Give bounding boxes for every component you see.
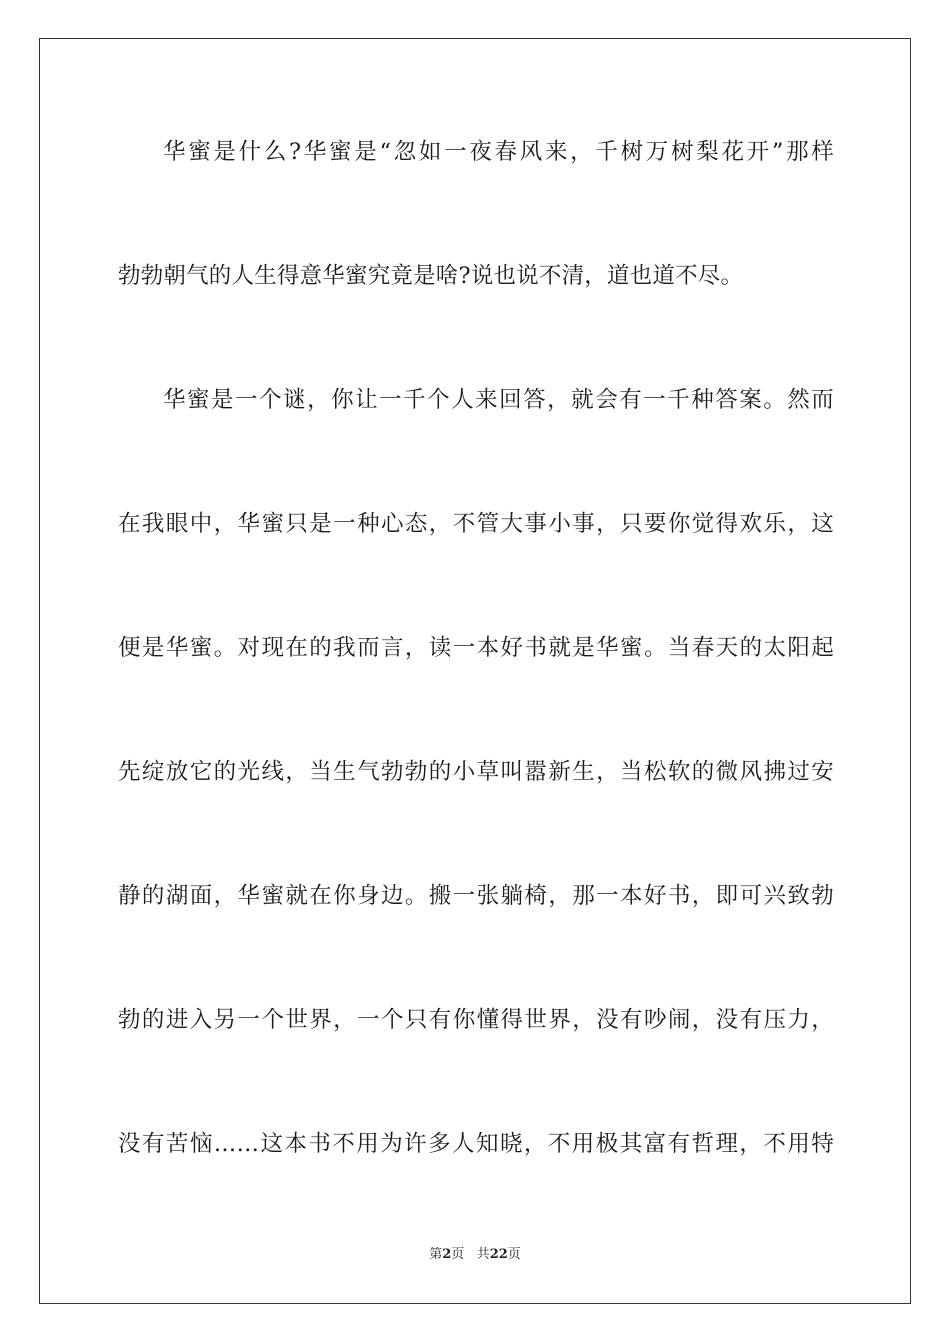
total-pages: 22 (489, 1247, 508, 1262)
page-number: 2 (442, 1247, 452, 1262)
page-prefix: 第 (429, 1247, 443, 1262)
total-prefix: 共 (476, 1247, 490, 1262)
page-footer (0, 1246, 950, 1264)
paragraph-2-line-4: 先绽放它的光线，当生气勃勃的小草叫嚣新生，当松软的微风拂过安 (118, 759, 834, 785)
paragraph-1-line-1: 华蜜是什么?华蜜是“忽如一夜春风来，千树万树梨花开”那样 (163, 139, 834, 165)
paragraph-1-line-2: 勃勃朝气的人生得意华蜜究竟是啥?说也说不清，道也道不尽。 (118, 263, 744, 289)
page-suffix: 页 (451, 1247, 465, 1262)
page-border (39, 38, 911, 1304)
paragraph-2-line-3: 便是华蜜。对现在的我而言，读一本好书就是华蜜。当春天的太阳起 (118, 635, 834, 661)
paragraph-2-line-5: 静的湖面，华蜜就在你身边。搬一张躺椅，那一本好书，即可兴致勃 (118, 883, 834, 909)
total-suffix: 页 (507, 1247, 521, 1262)
paragraph-2-line-7: 没有苦恼……这本书不用为许多人知晓，不用极其富有哲理，不用特 (118, 1131, 834, 1157)
paragraph-2-line-1: 华蜜是一个谜，你让一千个人来回答，就会有一千种答案。然而 (163, 387, 834, 413)
paragraph-2-line-2: 在我眼中，华蜜只是一种心态，不管大事小事，只要你觉得欢乐，这 (118, 511, 834, 537)
paragraph-2-line-6: 勃的进入另一个世界，一个只有你懂得世界，没有吵闹，没有压力， (118, 1007, 834, 1033)
